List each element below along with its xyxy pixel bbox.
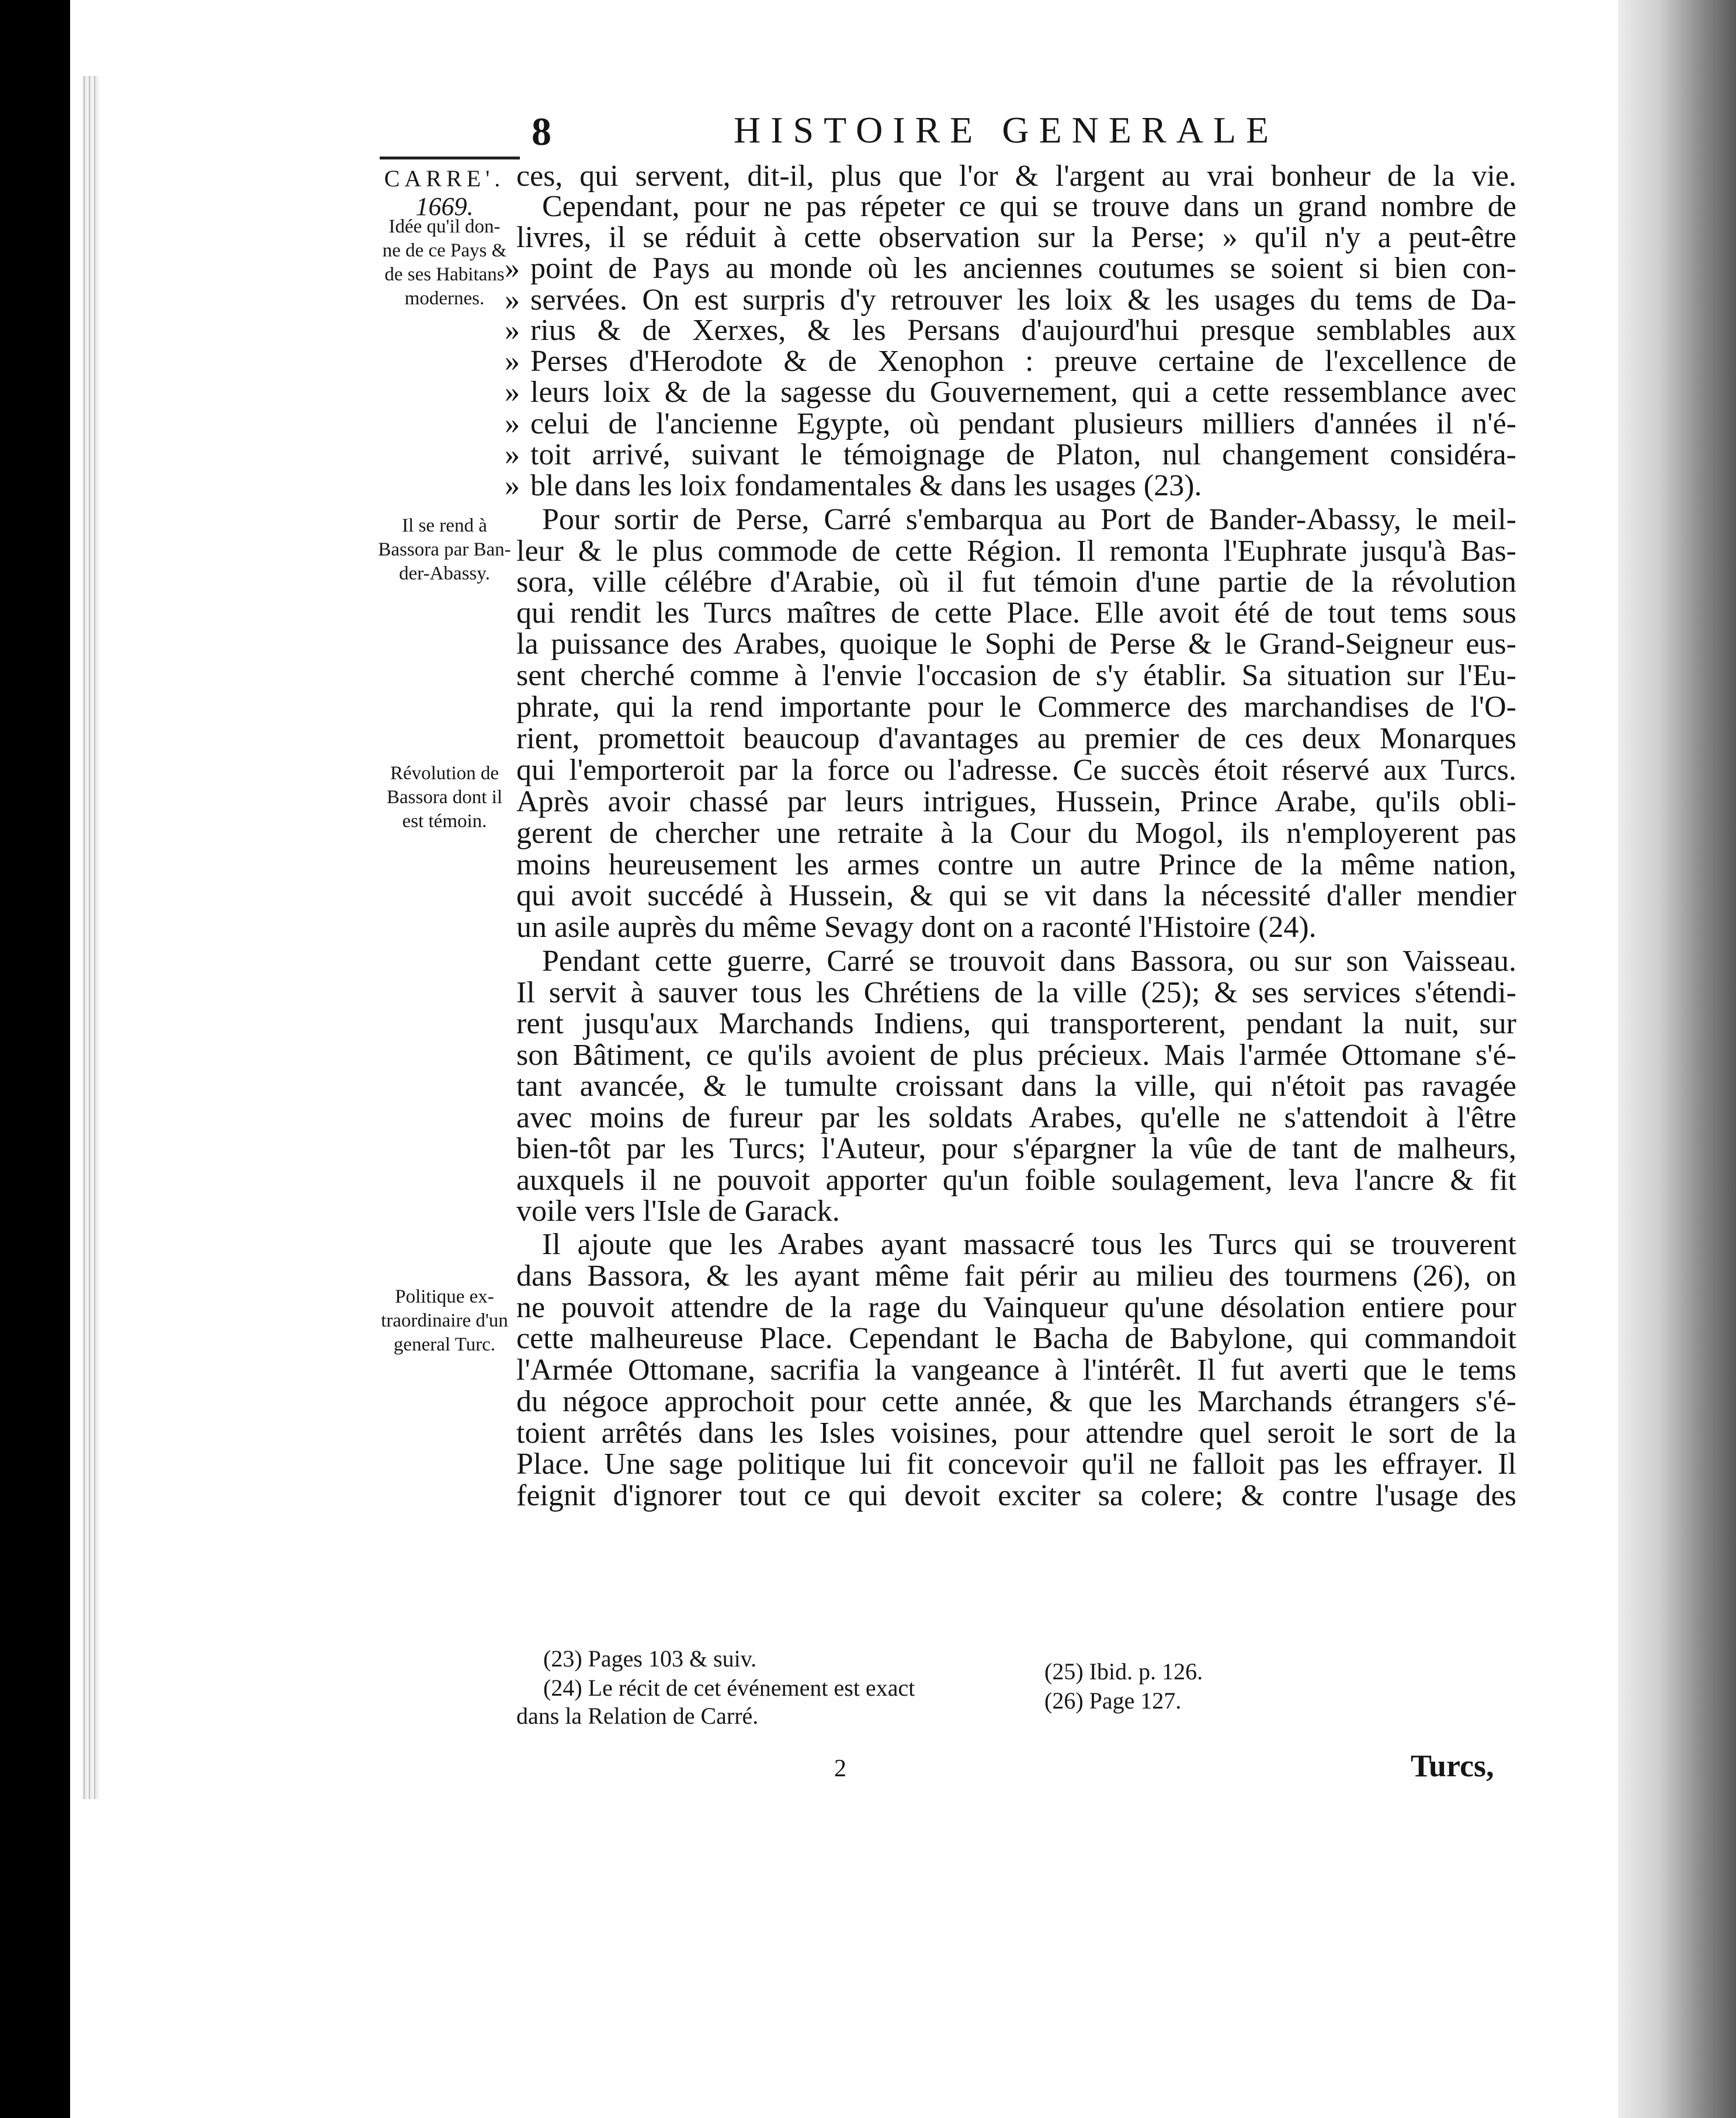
text-line	[516, 910, 1516, 945]
quote-mark: »	[505, 252, 520, 285]
text-line	[516, 784, 1516, 820]
margin-note-line: Il se rend à	[402, 515, 487, 536]
text-line	[516, 1194, 1516, 1229]
text-line	[516, 1259, 1516, 1294]
margin-note-line: Bassora dont il	[387, 787, 502, 808]
text-line	[516, 565, 1516, 600]
text-line-content: toit arrivé, suivant le témoignage de Platon, nul changement considéra-	[530, 438, 1516, 471]
text-line-content: avec moins de fureur par les soldats Arabes, qu'elle ne s'attendoit à l'être	[516, 1101, 1516, 1134]
quote-mark: »	[505, 345, 520, 378]
text-line-content: rent jusqu'aux Marchands Indiens, qui transporterent, pendant la nuit, sur	[516, 1007, 1516, 1040]
margin-note	[368, 514, 521, 586]
text-line-content: Pendant cette guerre, Carré se trouvoit dans Bassora, ou sur son Vaisseau.	[542, 945, 1516, 978]
text-line	[516, 1131, 1516, 1166]
text-line	[516, 189, 1516, 224]
text-line	[516, 975, 1516, 1011]
margin-note	[368, 215, 521, 311]
text-line-content: Il servit à sauver tous les Chrétiens de la ville (25); & ses services s'étendi-	[516, 976, 1516, 1009]
text-line-content: Pour sortir de Perse, Carré s'embarqua au Port de Bander-Abassy, le meil-	[542, 503, 1516, 536]
text-line-content: servées. On est surpris d'y retrouver les loix & les usages du tems de Da-	[530, 283, 1516, 317]
margin-note-line: de ses Habitans	[384, 264, 505, 285]
margin-date: 1669.	[415, 192, 474, 221]
page-header	[532, 109, 1338, 155]
text-line-content: tant avancée, & le tumulte croissant dans la ville, qui n'étoit pas ravagée	[516, 1070, 1516, 1103]
text-line-content: bien-tôt par les Turcs; l'Auteur, pour s'épargner la vûe de tant de malheurs,	[516, 1132, 1516, 1165]
text-line	[516, 627, 1516, 662]
text-line	[516, 1290, 1516, 1325]
text-line	[516, 1321, 1516, 1356]
margin-note-line: Idée qu'il don-	[388, 216, 501, 237]
text-line	[516, 1038, 1516, 1073]
text-line-content: celui de l'ancienne Egypte, où pendant plusieurs milliers d'années il n'é-	[530, 407, 1516, 440]
running-title: HISTOIRE GENERALE	[734, 109, 1279, 151]
quote-mark: »	[505, 376, 520, 409]
margin-note	[368, 762, 521, 834]
text-line-content: leurs loix & de la sagesse du Gouvernement, qui a cette ressemblance avec	[530, 376, 1516, 409]
text-line-content: leur & le plus commode de cette Région. Il remonta l'Euphrate jusqu'à Bas-	[516, 534, 1516, 568]
text-line	[516, 1163, 1516, 1198]
text-line-content: voile vers l'Isle de Garack.	[516, 1195, 840, 1228]
text-line	[516, 534, 1516, 569]
text-line-content: Après avoir chassé par leurs intrigues, Hussein, Prince Arabe, qu'ils obli-	[516, 785, 1516, 818]
text-line-content: Cependant, pour ne pas répeter ce qui se trouve dans un grand nombre de	[542, 190, 1516, 223]
text-line	[516, 1384, 1516, 1419]
text-line	[516, 753, 1516, 788]
text-line-content: feignit d'ignorer tout ce qui devoit exciter sa colere; & contre l'usage des	[516, 1479, 1516, 1512]
text-line	[516, 1416, 1516, 1451]
text-line	[505, 313, 1516, 348]
text-line	[516, 658, 1516, 693]
page-edges-left	[82, 76, 99, 1799]
text-line	[516, 944, 1516, 979]
text-line-content: ne pouvoit attendre de la rage du Vainqueur qu'une désolation entiere pour	[516, 1291, 1516, 1324]
text-line-content: sent cherché comme à l'envie l'occasion de s'y établir. Sa situation sur l'Eu-	[516, 659, 1516, 692]
text-line	[516, 879, 1516, 914]
footnote-24-cont: dans la Relation de Carré.	[516, 1703, 759, 1729]
text-line	[516, 848, 1516, 883]
margin-note-line: traordinaire d'un	[381, 1310, 508, 1331]
margin-note-line: general Turc.	[393, 1334, 496, 1355]
text-line	[505, 468, 1516, 504]
text-line-content: Place. Une sage politique lui fit concevoir qu'il ne falloit pas les effrayer. Il	[516, 1447, 1516, 1481]
text-line	[516, 816, 1516, 851]
margin-rule	[380, 157, 520, 159]
text-line	[505, 375, 1516, 410]
text-line	[516, 159, 1516, 194]
text-line	[505, 438, 1516, 473]
footnote-23: (23) Pages 103 & suiv.	[543, 1645, 757, 1672]
text-line-content: ble dans les loix fondamentales & dans les usages (23).	[530, 469, 1202, 502]
quote-mark: »	[505, 407, 520, 440]
text-line-content: sora, ville célébre d'Arabie, où il fut témoin d'une partie de la révolution	[516, 565, 1516, 599]
catchword: Turcs,	[1411, 1748, 1494, 1783]
text-line-content: dans Bassora, & les ayant même fait périr au milieu des tourmens (26), on	[516, 1259, 1516, 1293]
stray-mark: 2	[834, 1755, 846, 1782]
text-line-content: son Bâtiment, ce qu'ils avoient de plus précieux. Mais l'armée Ottomane s'é-	[516, 1039, 1516, 1072]
text-line-content: qui l'emporteroit par la force ou l'adresse. Ce succès étoit réservé aux Turcs.	[516, 754, 1516, 787]
text-line-content: l'Armée Ottomane, sacrifia la vangeance à l'intérêt. Il fut averti que le tems	[516, 1353, 1516, 1387]
text-line	[516, 1478, 1516, 1513]
text-line	[505, 283, 1516, 318]
text-line-content: Il ajoute que les Arabes ayant massacré tous les Turcs qui se trouverent	[542, 1228, 1516, 1261]
footnote-25: (25) Ibid. p. 126.	[1044, 1658, 1203, 1685]
text-line	[505, 251, 1516, 286]
margin-note-line: est témoin.	[402, 811, 487, 832]
text-line	[516, 690, 1516, 725]
text-line-content: qui rendit les Turcs maîtres de cette Place. Elle avoit été de tout tems sous	[516, 596, 1516, 630]
text-line	[516, 220, 1516, 255]
quote-mark: »	[505, 438, 520, 471]
quote-mark: »	[505, 283, 520, 317]
text-line-content: toient arrêtés dans les Isles voisines, pour attendre quel seroit le sort de la	[516, 1416, 1516, 1450]
text-line-content: ces, qui servent, dit-il, plus que l'or & l'argent au vrai bonheur de la vie.	[516, 159, 1516, 193]
text-line	[516, 721, 1516, 756]
text-line-content: Perses d'Herodote & de Xenophon : preuve certaine de l'excellence de	[530, 345, 1516, 378]
quote-mark: »	[505, 314, 520, 347]
text-line-content: du négoce approchoit pour cette année, & que les Marchands étrangers s'é-	[516, 1385, 1516, 1418]
text-line	[516, 1100, 1516, 1136]
text-line-content: livres, il se réduit à cette observation sur la Perse; » qu'il n'y a peut-être	[516, 221, 1516, 254]
margin-note-line: Politique ex-	[395, 1286, 494, 1307]
text-line	[516, 502, 1516, 537]
text-line-content: la puissance des Arabes, quoique le Sophi de Perse & le Grand-Seigneur eus-	[516, 627, 1516, 661]
margin-note-line: der-Abassy.	[399, 563, 490, 584]
text-line	[516, 1006, 1516, 1041]
text-line-content: cette malheureuse Place. Cependant le Bacha de Babylone, qui commandoit	[516, 1322, 1516, 1355]
margin-running-name: CARRE'.	[384, 165, 505, 192]
margin-note-line: modernes.	[404, 288, 485, 309]
text-line	[505, 407, 1516, 442]
text-line-content: un asile auprès du même Sevagy dont on a raconté l'Histoire (24).	[516, 911, 1317, 944]
page-number: 8	[532, 109, 551, 154]
text-line	[516, 1069, 1516, 1104]
quote-mark: »	[505, 469, 520, 502]
text-line	[516, 1353, 1516, 1388]
text-line-content: qui avoit succédé à Hussein, & qui se vit dans la nécessité d'aller mendier	[516, 879, 1516, 912]
text-line-content: auxquels il ne pouvoit apporter qu'un foible soulagement, leva l'ancre & fit	[516, 1164, 1516, 1197]
text-line	[505, 344, 1516, 379]
margin-note-line: Révolution de	[390, 763, 499, 784]
margin-note-line: Bassora par Ban-	[378, 539, 511, 560]
text-line	[516, 1447, 1516, 1482]
text-line	[516, 1227, 1516, 1262]
book-gutter-shadow	[1618, 0, 1736, 2118]
text-line-content: moins heureusement les armes contre un autre Prince de la même nation,	[516, 848, 1516, 881]
text-line-content: rient, promettoit beaucoup d'avantages au premier de ces deux Monarques	[516, 722, 1516, 755]
footnote-24: (24) Le récit de cet événement est exact	[543, 1675, 915, 1701]
footnote-26: (26) Page 127.	[1044, 1688, 1182, 1714]
text-line-content: rius & de Xerxes, & les Persans d'aujourd'hui presque semblables aux	[530, 314, 1516, 347]
margin-note	[368, 1285, 521, 1357]
margin-note-line: ne de ce Pays &	[382, 240, 507, 261]
text-line-content: point de Pays au monde où les anciennes coutumes se soient si bien con-	[530, 252, 1516, 285]
text-line-content: phrate, qui la rend importante pour le Commerce des marchandises de l'O-	[516, 690, 1516, 724]
text-line-content: gerent de chercher une retraite à la Cour du Mogol, ils n'employerent pas	[516, 817, 1516, 850]
text-line	[516, 596, 1516, 631]
